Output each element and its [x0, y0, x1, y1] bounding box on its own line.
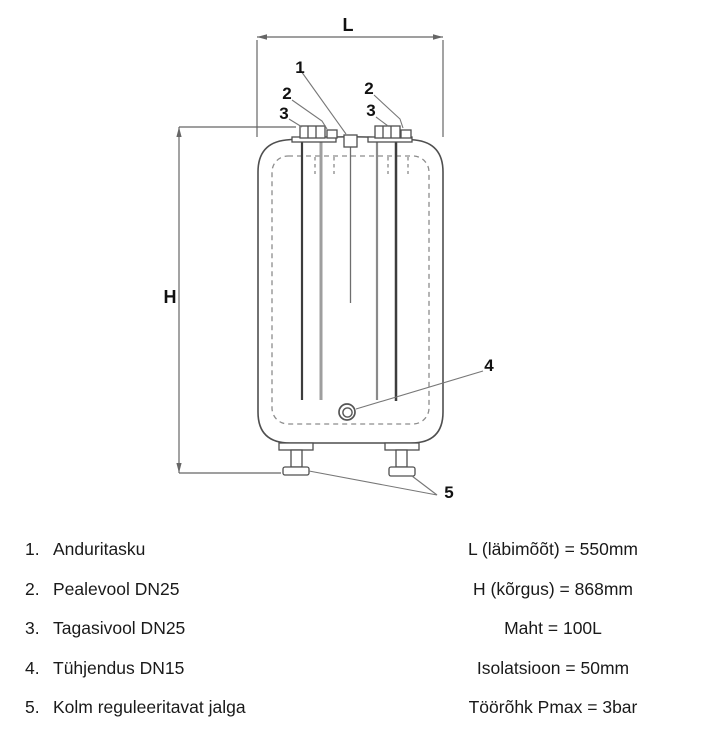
legend-label: Tühjendus DN15	[53, 657, 185, 678]
leader-3-left	[289, 119, 302, 127]
cap-right	[375, 126, 400, 138]
callout-2-right: 2	[364, 79, 374, 98]
leader-1	[301, 71, 346, 134]
arrow-right-icon	[433, 34, 443, 39]
fitting-group-right	[368, 126, 412, 142]
spec-insulation: Isolatsioon = 50mm	[476, 657, 630, 678]
leg-left	[279, 443, 313, 475]
callout-1: 1	[295, 58, 305, 77]
port-left-small	[327, 130, 337, 138]
callout-2-left: 2	[282, 84, 292, 103]
callout-3-right: 3	[366, 101, 376, 120]
legend-label: Kolm reguleeritavat jalga	[53, 697, 246, 717]
legend-item-5	[25, 688, 385, 728]
arrow-left-icon	[257, 34, 267, 39]
legend-item-1	[25, 530, 385, 570]
legend-label: Pealevool DN25	[53, 578, 180, 599]
dim-label-L: L	[342, 15, 354, 35]
legend-number: 2.	[25, 578, 40, 599]
legend-number: 4.	[25, 657, 40, 678]
port-right-small	[401, 130, 411, 138]
arrow-up-icon	[176, 127, 181, 137]
legend-item-2	[25, 570, 385, 610]
spec-volume: Maht = 100L	[504, 618, 602, 638]
leg-right	[385, 443, 419, 476]
leader-5	[309, 471, 437, 495]
fitting-group-left	[292, 126, 337, 142]
sensor-pocket-port	[344, 135, 357, 147]
callout-3-left: 3	[279, 104, 289, 123]
legend-label: Anduritasku	[53, 539, 146, 559]
legend-item-4	[25, 649, 385, 689]
spec-height: H (kõrgus) = 868mm	[473, 578, 633, 599]
spec-list	[400, 530, 706, 728]
legend-item-3	[25, 609, 385, 649]
leader-3-right	[376, 117, 388, 126]
arrow-down-icon	[176, 463, 181, 473]
spec-diameter: L (läbimõõt) = 550mm	[467, 539, 639, 559]
dim-label-H: H	[163, 287, 177, 307]
callout-5: 5	[444, 483, 454, 502]
spec-pressure: Töörõhk Pmax = 3bar	[468, 697, 638, 717]
legend-list	[25, 530, 385, 728]
legend-number: 5.	[25, 697, 40, 717]
callout-4: 4	[484, 356, 494, 375]
cap-left	[300, 126, 325, 138]
legend-number: 3.	[25, 618, 40, 638]
leader-2-right	[374, 95, 403, 128]
legend-label: Tagasivool DN25	[53, 618, 186, 638]
legend-number: 1.	[25, 539, 40, 559]
